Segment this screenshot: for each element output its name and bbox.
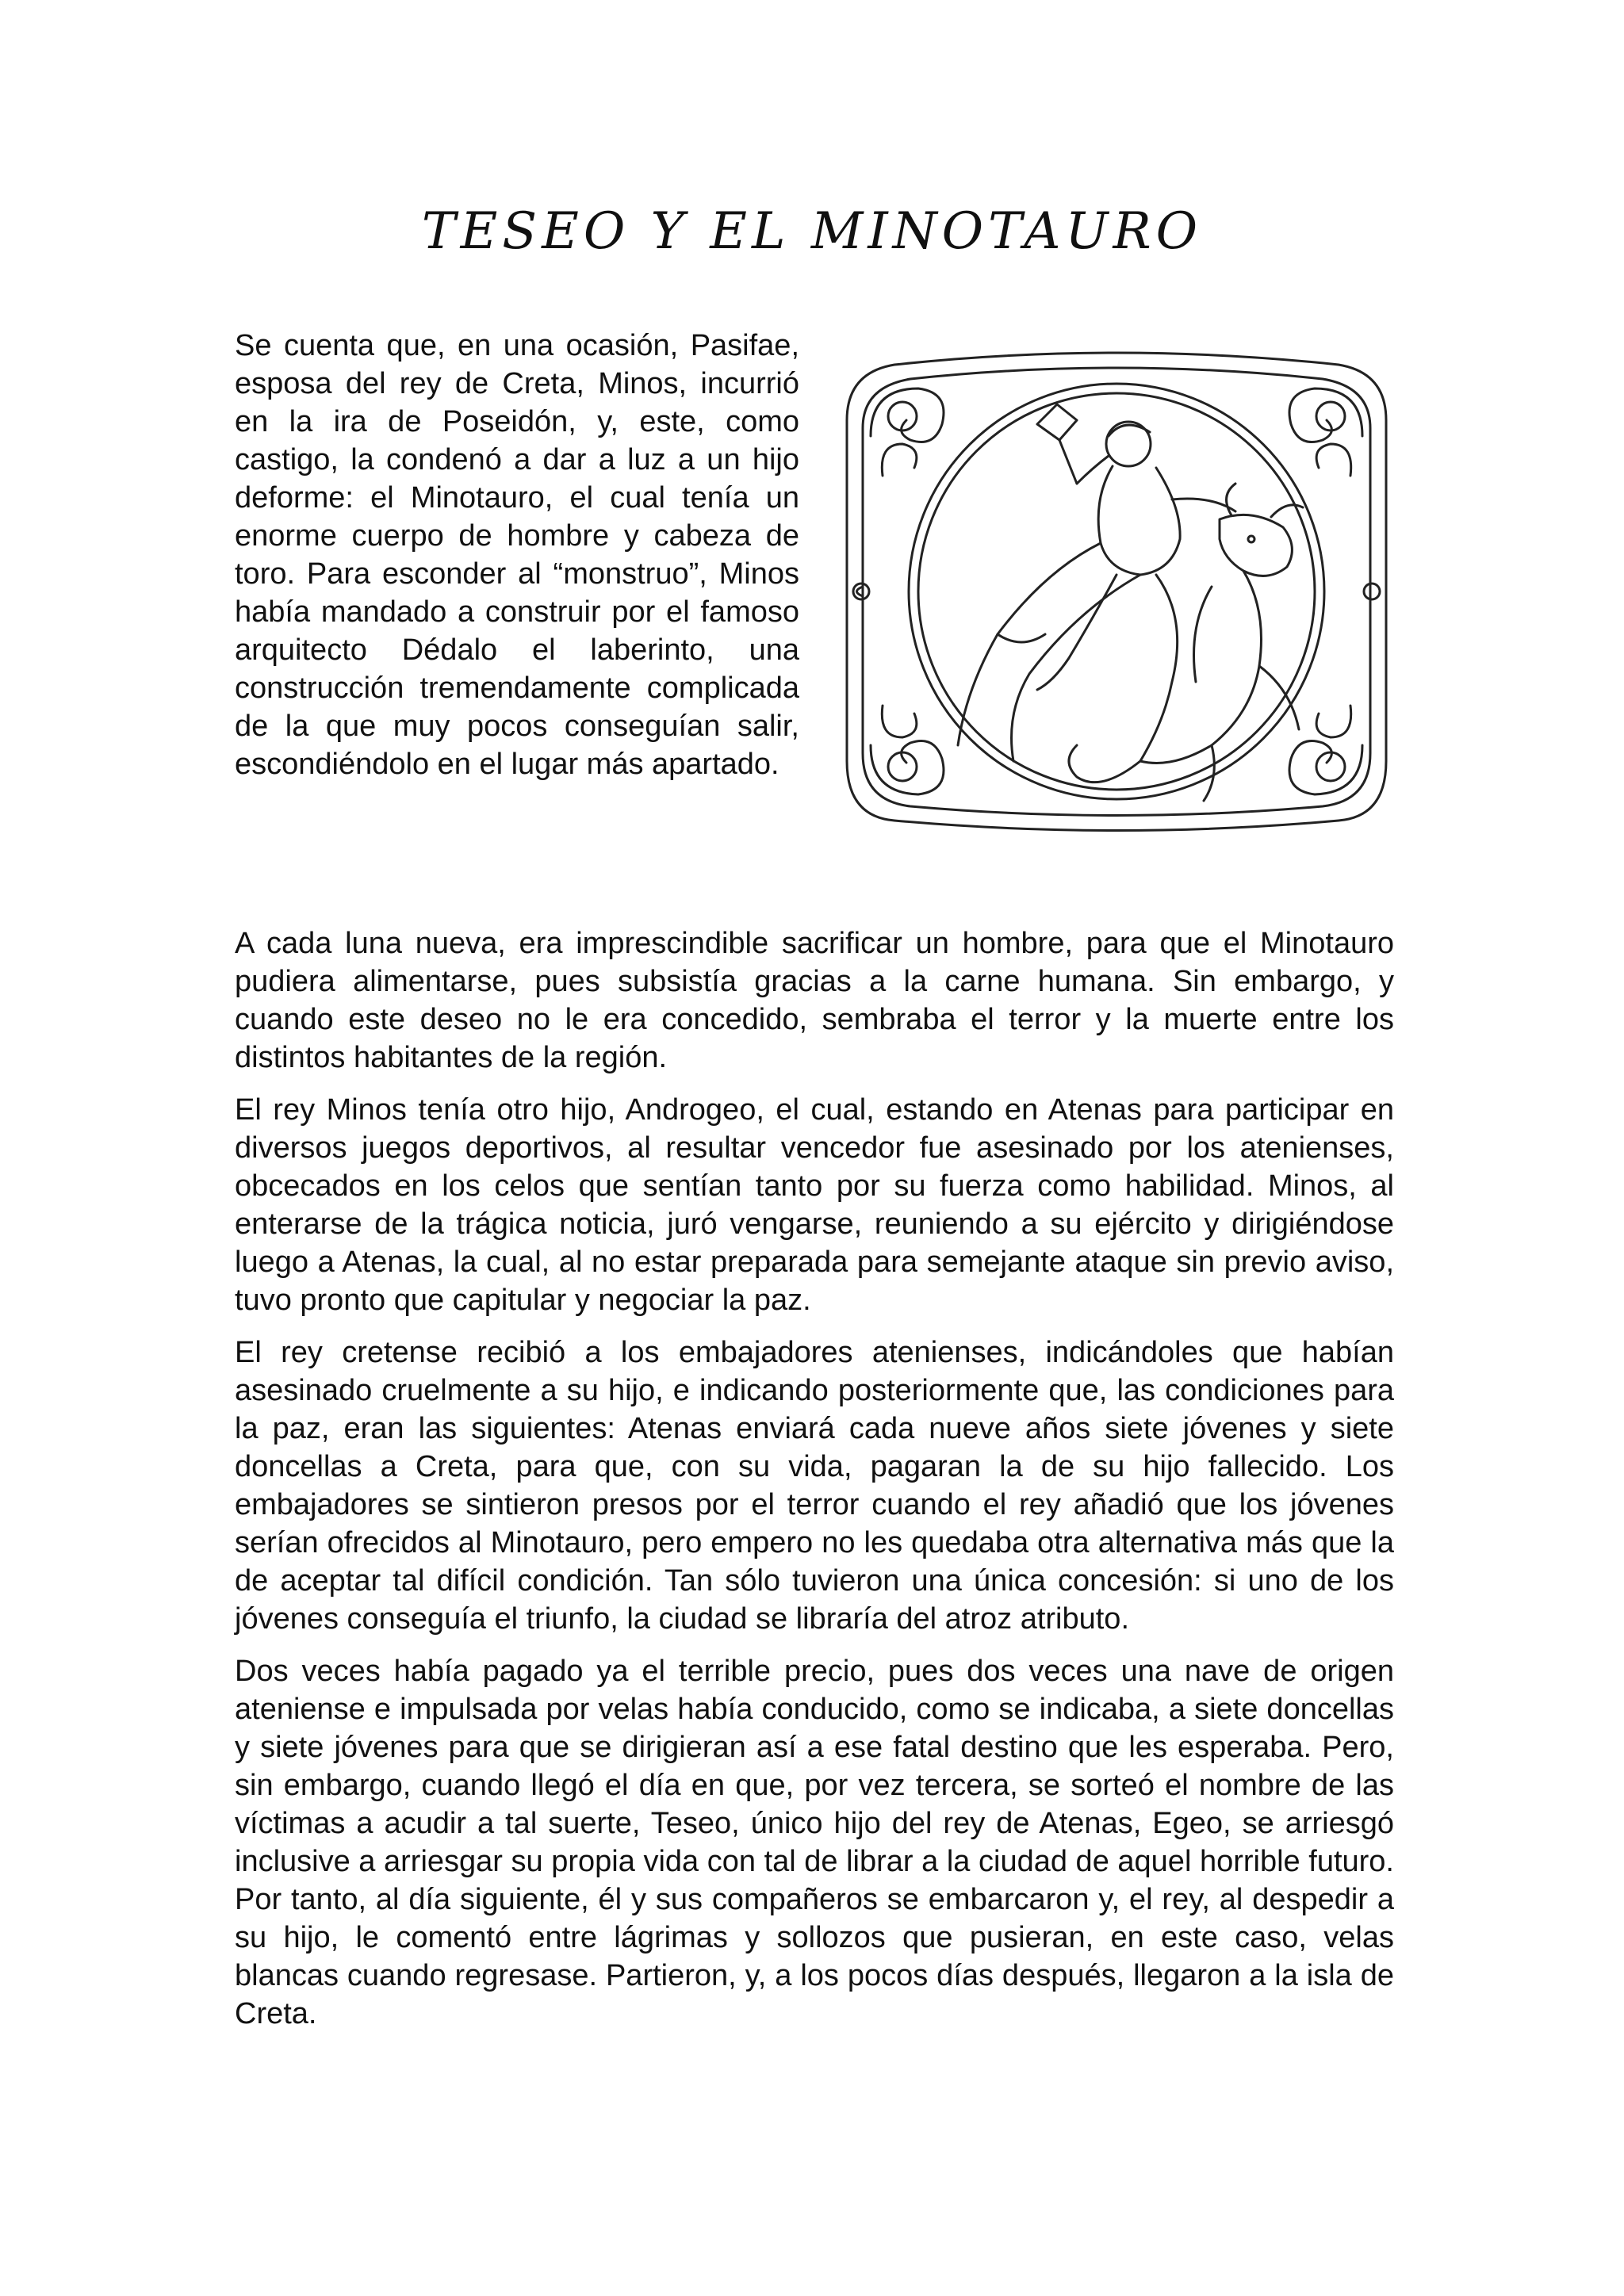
paragraph-2: El rey Minos tenía otro hijo, Androgeo, el cual, estando en Atenas para participar en diversos juegos deportivos, al resultar vencedor fue asesinado por los atenienses, obcecados en los celos que sentían tanto por su fuerza como habilidad. Minos, al enterarse de la trágica noticia, juró vengarse, reuniendo a su ejército y dirigiéndose luego a Atenas, la cual, al no estar preparada para semejante ataque sin previo aviso, tuvo pronto que capitular y negociar la paz. — [235, 1093, 1394, 1317]
body-text — [235, 924, 1394, 2047]
page-title: TESEO Y EL MINOTAURO — [421, 202, 1203, 261]
paragraph-3: El rey cretense recibió a los embajadores atenienses, indicándoles que habían asesinado cruelmente a su hijo, e indicando posteriormente que, las condiciones para la paz, eran las siguientes: Atenas enviará cada nueve años siete jóvenes y siete doncellas a Creta, para que, con su vida, pagaran la de su hijo fallecido. Los embajadores se sintieron presos por el terror cuando el rey añadió que los jóvenes serían ofrecidos al Minotauro, pero empero no les quedaba otra alternativa más que la de aceptar tal difícil condición. Tan sólo tuvieron una única concesión: si uno de los jóvenes conseguía el triunfo, la ciudad se libraría del atroz atributo. — [235, 1336, 1394, 1636]
intro-paragraph: Se cuenta que, en una ocasión, Pasifae, esposa del rey de Creta, Minos, incurrió en la ira de Poseidón, y, este, como castigo, la condenó a dar a luz a un hijo deforme: el Minotauro, el cual tenía un enorme cuerpo de hombre y cabeza de toro. Para esconder al “monstruo”, Minos había mandado a construir por el famoso arquitecto Dédalo el laberinto, una construcción tremendamente complicada de la que muy pocos conseguían salir, escondiéndolo en el lugar más apartado. — [235, 329, 799, 781]
paragraph-4: Dos veces había pagado ya el terrible precio, pues dos veces una nave de origen ateniense e impulsada por velas había conducido, como se indicaba, a siete doncellas y siete jóvenes para que se dirigieran así a ese fatal destino que les esperaba. Pero, sin embargo, cuando llegó el día en que, por vez tercera, se sorteó el nombre de las víctimas a acudir a tal suerte, Teseo, único hijo del rey de Atenas, Egeo, se arriesgó inclusive a arriesgar su propia vida con tal de librar a la ciudad de aquel horrible futuro. Por tanto, al día siguiente, él y sus compañeros se embarcaron y, el rey, al despedir a su hijo, le comentó entre lágrimas y sollozos que pusieran, en este caso, velas blancas cuando regresase. Partieron, y, a los pocos días después, llegaron a la isla de Creta. — [235, 1655, 1394, 2030]
theseus-minotaur-illustration — [839, 349, 1394, 834]
paragraph-1: A cada luna nueva, era imprescindible sacrificar un hombre, para que el Minotauro pudiera alimentarse, pues subsistía gracias a la carne humana. Sin embargo, y cuando este deseo no le era concedido, sembraba el terror y la muerte entre los distintos habitantes de la región. — [235, 927, 1394, 1074]
